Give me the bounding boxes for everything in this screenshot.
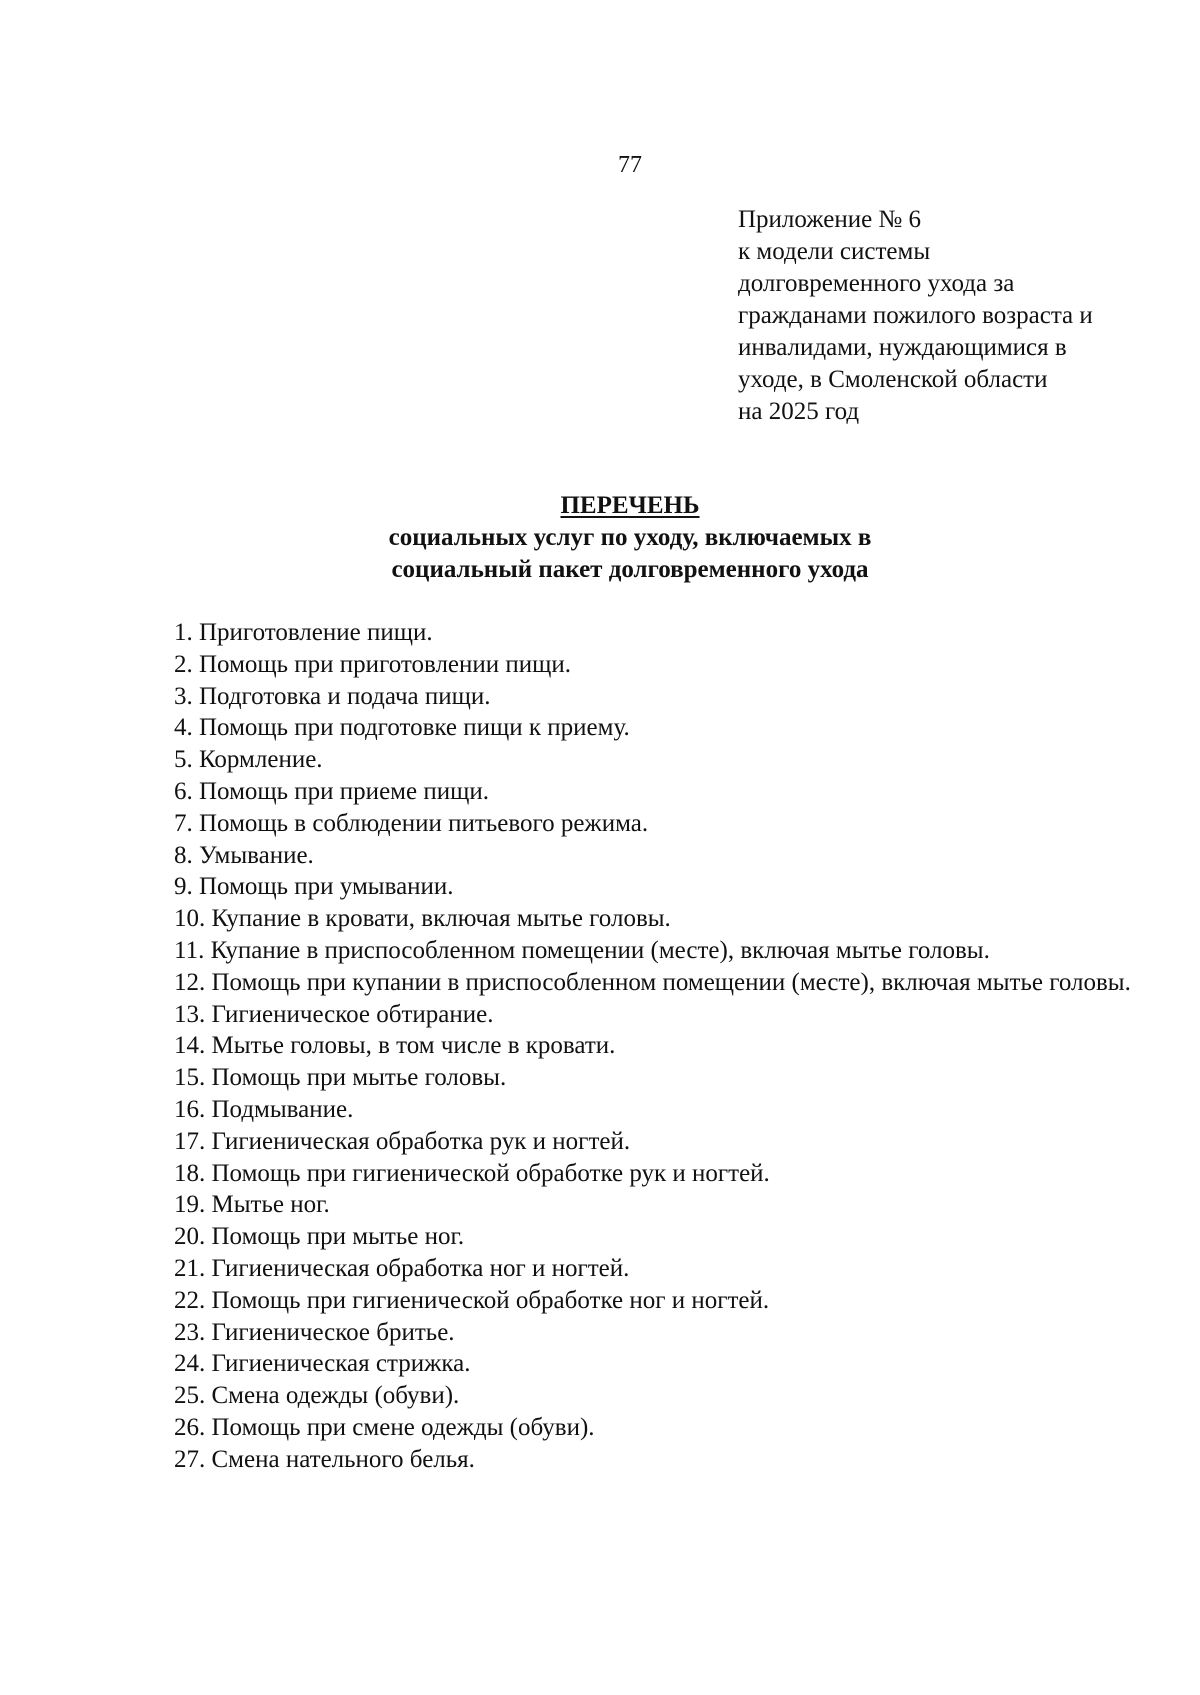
list-item: 15. Помощь при мытье головы. (174, 1064, 507, 1092)
list-item: 5. Кормление. (174, 746, 323, 774)
list-item: 12. Помощь при купании в приспособленном помещении (месте), включая мытье головы. (174, 968, 1131, 996)
document-subtitle-line: социальных услуг по уходу, включаемых в (388, 524, 872, 551)
appendix-line: инвалидами, нуждающимися в (738, 334, 1067, 361)
document-title: ПЕРЕЧЕНЬ (560, 492, 700, 519)
list-item: 9. Помощь при умывании. (174, 873, 454, 901)
document-heading (0, 490, 1200, 586)
list-item: 11. Купание в приспособленном помещении (месте), включая мытье головы. (174, 936, 990, 964)
appendix-line: долговременного ухода за (738, 270, 1015, 297)
list-item: 7. Помощь в соблюдении питьевого режима. (174, 809, 649, 837)
appendix-line: гражданами пожилого возраста и (738, 302, 1093, 329)
list-item: 22. Помощь при гигиенической обработке ног и ногтей. (174, 1286, 770, 1314)
list-item: 13. Гигиеническое обтирание. (174, 1000, 494, 1028)
list-item: 3. Подготовка и подача пищи. (174, 682, 491, 710)
list-item: 27. Смена нательного белья. (174, 1445, 475, 1473)
list-item: 25. Смена одежды (обуви). (174, 1382, 460, 1410)
list-item: 10. Купание в кровати, включая мытье головы. (174, 905, 671, 933)
list-item: 1. Приготовление пищи. (174, 619, 433, 646)
page-number: 77 (618, 152, 642, 178)
services-list (90, 617, 1150, 1476)
list-item: 17. Гигиеническая обработка рук и ногтей. (174, 1127, 631, 1155)
list-item: 20. Помощь при мытье ног. (174, 1223, 465, 1251)
list-item: 18. Помощь при гигиенической обработке рук и ногтей. (174, 1159, 770, 1187)
appendix-line: Приложение № 6 (738, 206, 922, 233)
list-item: 21. Гигиеническая обработка ног и ногтей. (174, 1254, 630, 1282)
list-item: 24. Гигиеническая стрижка. (174, 1350, 471, 1378)
list-item: 8. Умывание. (174, 841, 314, 869)
appendix-line: уходе, в Смоленской области (738, 366, 1048, 393)
list-item: 16. Подмывание. (174, 1095, 354, 1123)
document-subtitle-line: социальный пакет долговременного ухода (391, 556, 869, 583)
list-item: 14. Мытье головы, в том числе в кровати. (174, 1032, 616, 1060)
list-item: 19. Мытье ног. (174, 1191, 330, 1219)
appendix-line: к модели системы (738, 238, 931, 265)
list-item: 2. Помощь при приготовлении пищи. (174, 650, 572, 678)
list-item: 6. Помощь при приеме пищи. (174, 777, 489, 805)
appendix-line: на 2025 год (738, 398, 860, 425)
list-item: 4. Помощь при подготовке пищи к приему. (174, 714, 630, 742)
list-item: 26. Помощь при смене одежды (обуви). (174, 1413, 595, 1441)
list-item: 23. Гигиеническое бритье. (174, 1318, 455, 1346)
appendix-header (738, 204, 1178, 428)
